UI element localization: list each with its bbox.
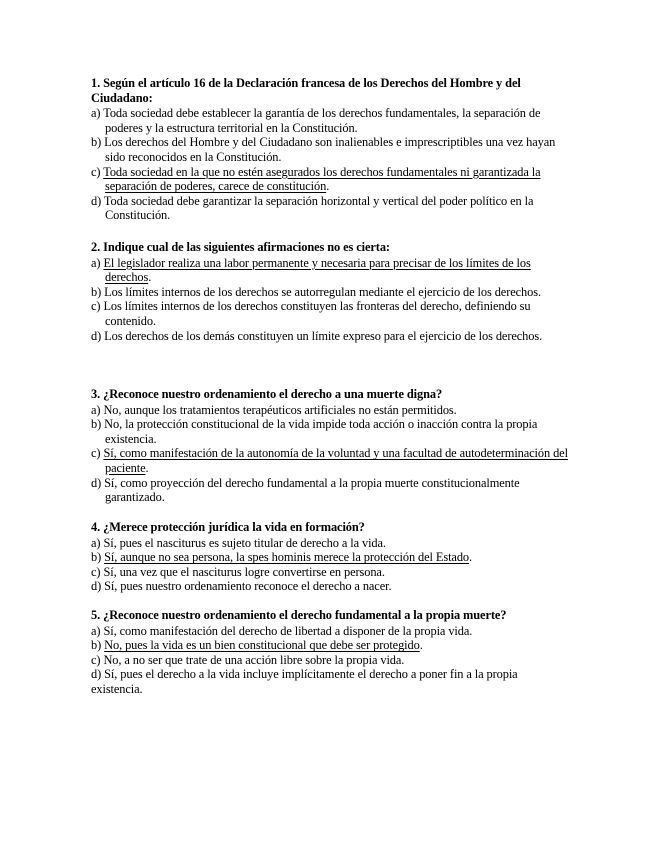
correct-option-text: Sí, como manifestación de la autonomía de la voluntad y una facultad de autodeterminación del paciente (103, 446, 568, 475)
correct-option-text: No, pues la vida es un bien constitucional que debe ser protegido (104, 638, 420, 653)
answer-option-b: b) No, pues la vida es un bien constitucional que debe ser protegido. (91, 638, 423, 653)
question-4 (91, 520, 571, 594)
answer-option-b: b) Sí, aunque no sea persona, la spes hominis merece la protección del Estado. (91, 550, 473, 565)
option-letter: d) (91, 579, 102, 594)
option-text: Toda sociedad debe establecer la garantía de los derechos fundamentales, la separación de poderes y la estructura territorial en la Constitución. (103, 106, 541, 135)
option-text: Toda sociedad debe garantizar la separación horizontal y vertical del poder político en la Constitución. (103, 193, 534, 223)
option-text: No, la protección constitucional de la vida impide toda acción o inacción contra la propia existencia. (104, 417, 538, 446)
option-letter: c) (91, 564, 101, 579)
option-letter: d) (91, 193, 102, 208)
question-5 (91, 608, 571, 697)
question-number: 2. (91, 240, 101, 254)
question-text: ¿Merece protección jurídica la vida en formación? (103, 520, 365, 534)
answer-option-d (91, 579, 571, 594)
answer-option-a: a) El legislador realiza una labor permanente y necesaria para precisar de los límites de los derechos. (91, 255, 531, 285)
option-text: Sí, como manifestación del derecho de libertad a disponer de la propia vida. (103, 623, 473, 638)
option-letter: c) (91, 299, 101, 314)
question-number: 4. (91, 520, 101, 534)
correct-option-text: Sí, aunque no sea persona, la spes hominis merece la protección del Estado (104, 550, 470, 565)
answer-option-b (91, 417, 571, 446)
option-letter: d) (91, 667, 102, 682)
option-letter: c) (91, 446, 101, 461)
question-3 (91, 387, 571, 505)
question-number: 5. (91, 608, 101, 622)
option-text: Los límites internos de los derechos se autorregulan mediante el ejercicio de los derechos. (104, 284, 541, 299)
answer-option-a (91, 536, 571, 551)
answer-option-c (91, 299, 571, 328)
question-text: Indique cual de las siguientes afirmaciones no es cierta: (103, 240, 390, 254)
option-letter: a) (91, 623, 101, 638)
answer-option-d (91, 667, 571, 696)
option-letter: b) (91, 417, 102, 432)
answer-option-d (91, 329, 571, 344)
option-letter: b) (91, 135, 102, 150)
option-text: Sí, pues el nasciturus es sujeto titular de derecho a la vida. (103, 535, 386, 550)
option-letter: b) (91, 550, 102, 565)
question-text: ¿Reconoce nuestro ordenamiento el derecho a una muerte digna? (103, 387, 443, 401)
question-title (91, 387, 571, 402)
option-text: Sí, pues nuestro ordenamiento reconoce el derecho a nacer. (104, 579, 392, 594)
answer-option-c: c) Sí, como manifestación de la autonomía de la voluntad y una facultad de autodeterminación del paciente. (91, 446, 568, 475)
answer-option-a (91, 624, 571, 639)
answer-option-a (91, 106, 571, 135)
option-text: Los derechos del Hombre y del Ciudadano son inalienables e imprescriptibles una vez hayan sido reconocidos en la Constitución. (104, 135, 556, 164)
option-letter: a) (91, 402, 101, 417)
answer-option-d (91, 194, 571, 223)
option-letter: d) (91, 475, 102, 490)
option-text: Sí, como proyección del derecho fundamental a la propia muerte constitucionalmente garantizado. (104, 475, 520, 505)
option-letter: c) (91, 164, 101, 179)
option-text: Sí, pues el derecho a la vida incluye implícitamente el derecho a poner fin a la propia existencia. (91, 667, 518, 696)
question-text: ¿Reconoce nuestro ordenamiento el derecho fundamental a la propia muerte? (103, 608, 507, 622)
answer-option-c (91, 653, 571, 668)
option-text: Los límites internos de los derechos constituyen las fronteras del derecho, definiendo su contenido. (103, 299, 531, 328)
answer-option-b (91, 285, 571, 300)
question-1 (91, 76, 571, 223)
answer-option-c (91, 565, 571, 580)
option-letter: a) (91, 535, 101, 550)
option-letter: c) (91, 652, 101, 667)
answer-option-b (91, 135, 571, 164)
question-number: 1. (91, 76, 101, 90)
answer-option-c: c) Toda sociedad en la que no estén asegurados los derechos fundamentales ni garantizada la separación de poderes, carece de constitución. (91, 164, 541, 194)
answer-option-d (91, 476, 571, 505)
question-title (91, 520, 571, 535)
option-letter: a) (91, 255, 101, 270)
question-title (91, 240, 571, 255)
option-text: No, a no ser que trate de una acción libre sobre la propia vida. (103, 652, 405, 667)
option-letter: a) (91, 106, 101, 121)
option-letter: b) (91, 284, 102, 299)
question-number: 3. (91, 387, 101, 401)
option-letter: d) (91, 328, 102, 343)
option-text: Sí, una vez que el nasciturus logre convertirse en persona. (103, 564, 385, 579)
question-title (91, 608, 571, 623)
option-text: Los derechos de los demás constituyen un límite expreso para el ejercicio de los derechos. (104, 328, 543, 343)
question-title (91, 76, 571, 105)
correct-option-text: El legislador realiza una labor permanente y necesaria para precisar de los límites de los derechos (103, 255, 531, 285)
question-text: Según el artículo 16 de la Declaración francesa de los Derechos del Hombre y del Ciudadano: (91, 76, 521, 105)
option-text: No, aunque los tratamientos terapéuticos artificiales no están permitidos. (103, 402, 457, 417)
option-letter: b) (91, 638, 102, 653)
answer-option-a (91, 403, 571, 418)
question-2 (91, 240, 571, 343)
correct-option-text: Toda sociedad en la que no estén asegurados los derechos fundamentales ni garantizada la separación de poderes, carece de constitución (103, 164, 541, 194)
